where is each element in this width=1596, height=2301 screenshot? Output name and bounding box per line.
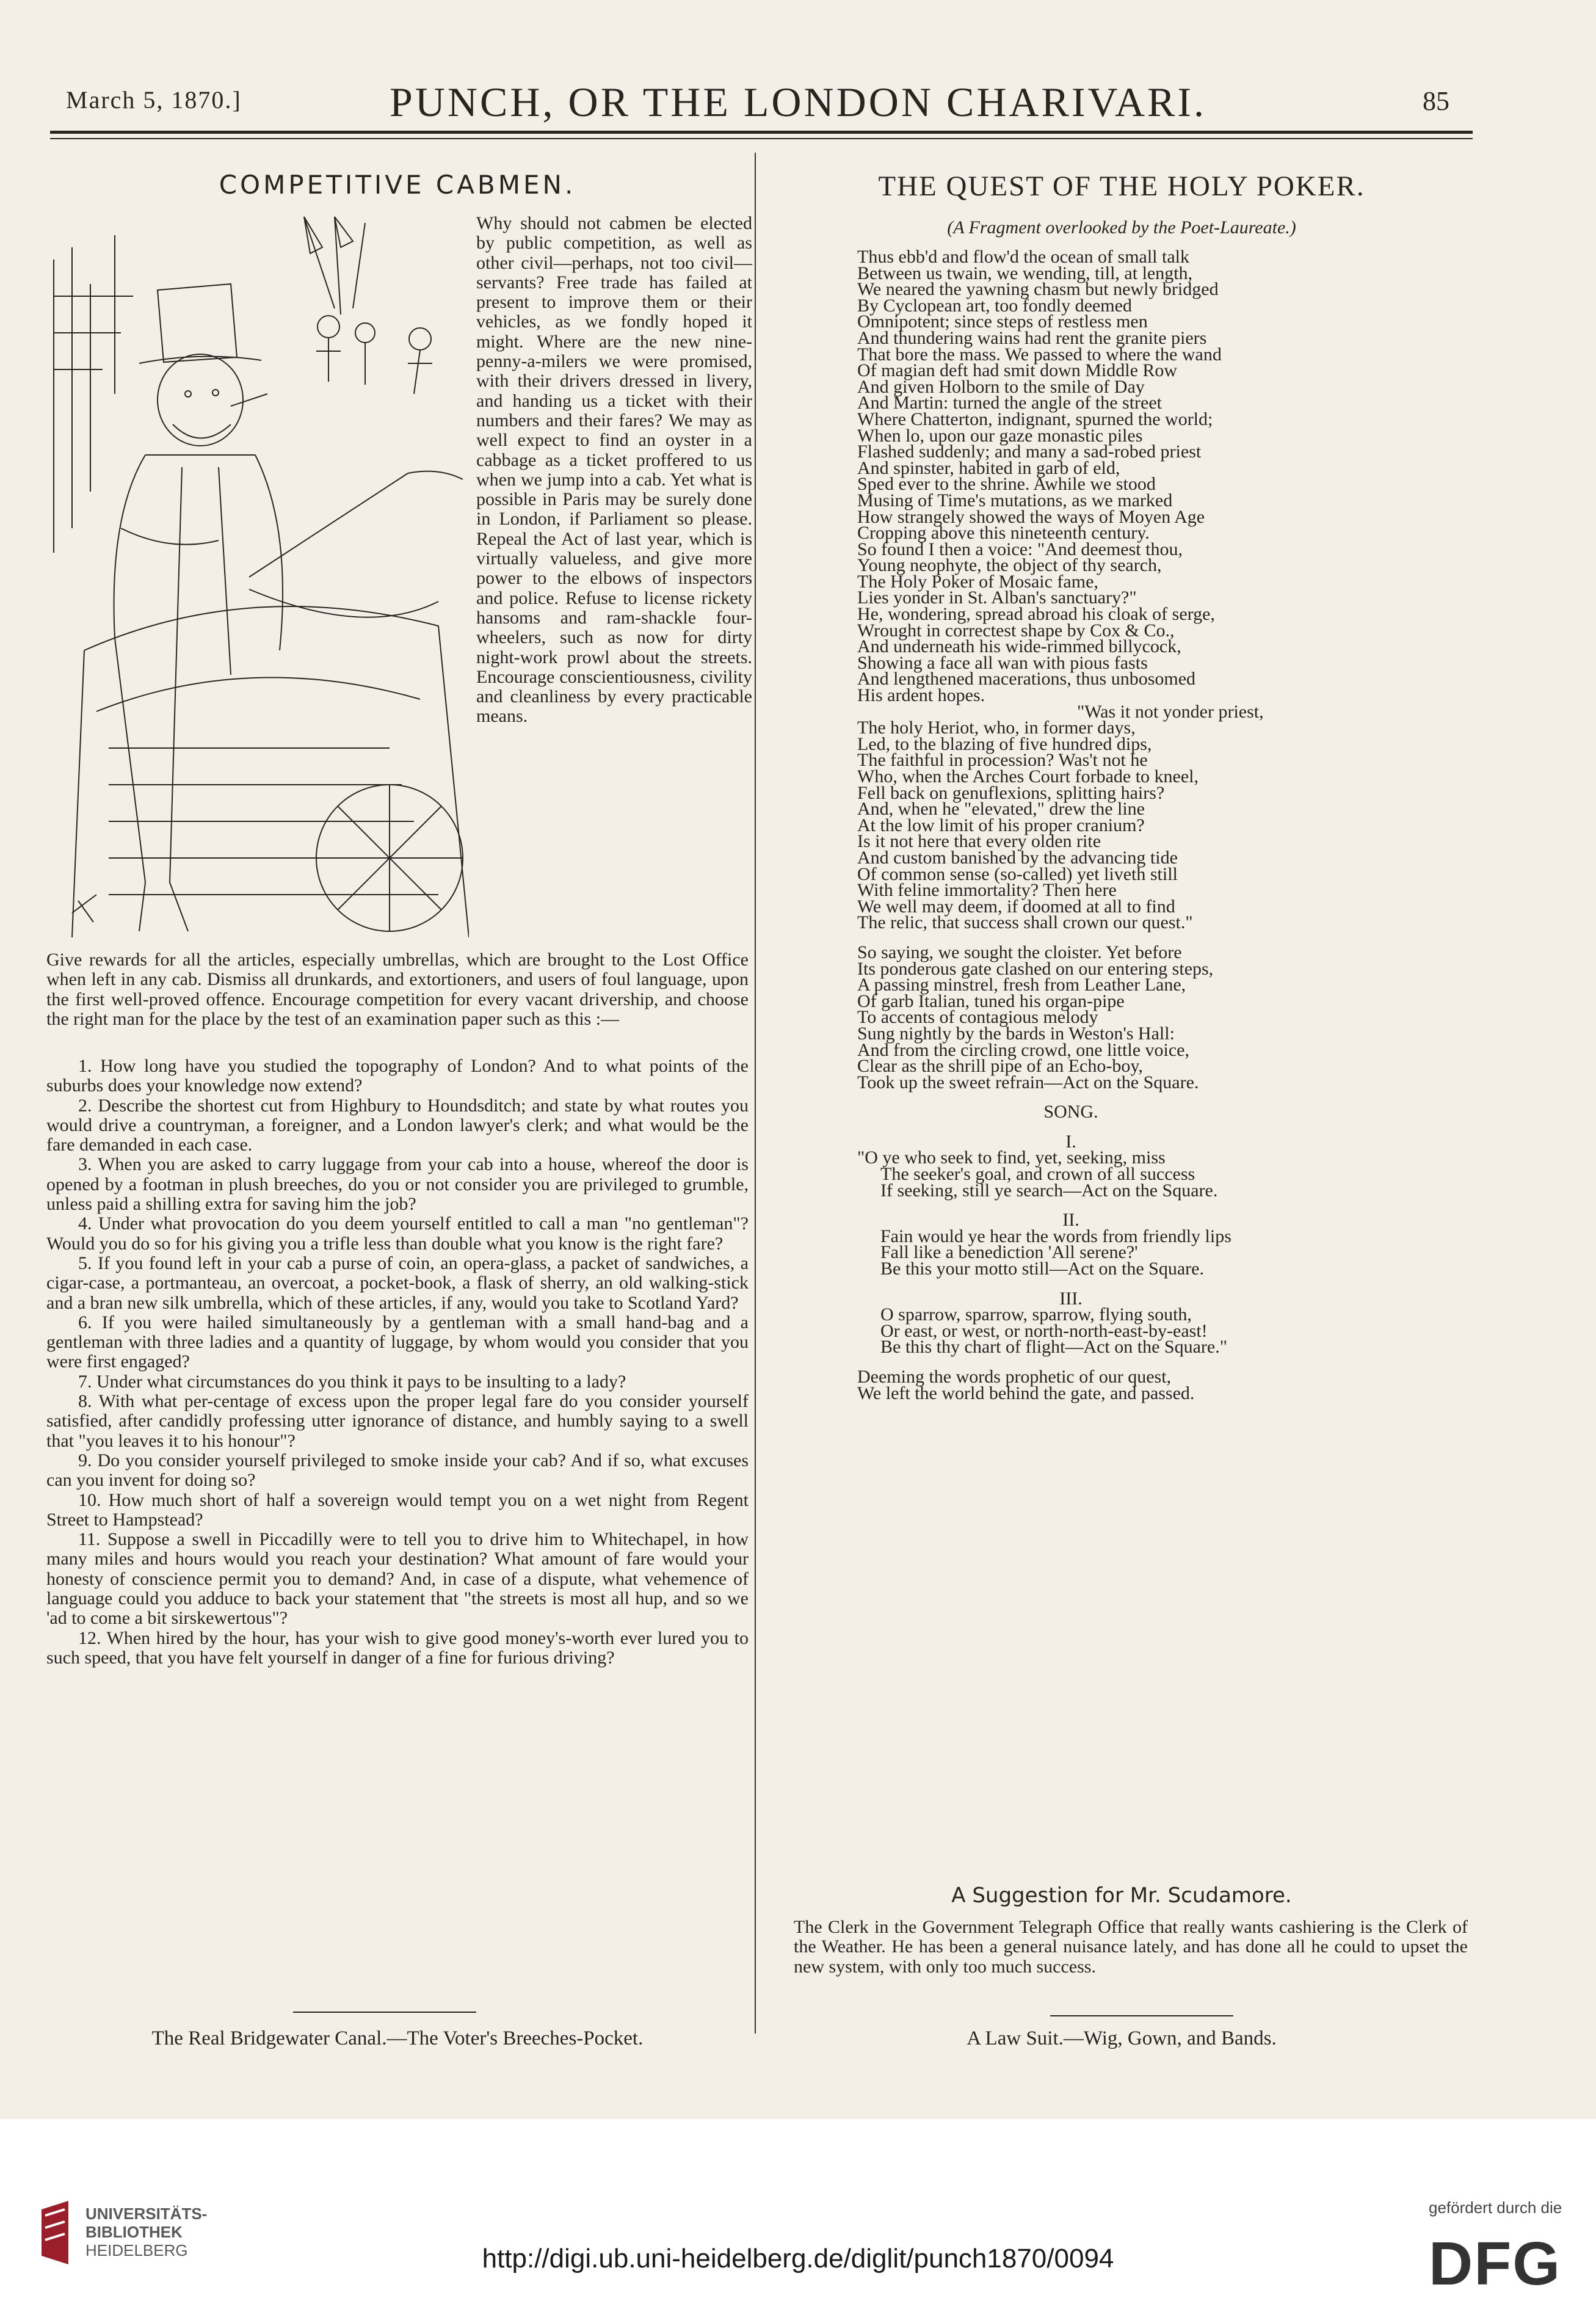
poem-stanza [857, 249, 1468, 704]
poem-line: Sped ever to the shrine. Awhile we stood [857, 474, 1156, 495]
poem-line: So saying, we sought the cloister. Yet before [857, 942, 1182, 962]
page-number: 85 [1423, 86, 1449, 116]
song-line: "O ye who seek to find, yet, seeking, miss [857, 1147, 1166, 1168]
poem-line: Wrought in correctest shape by Cox & Co., [857, 620, 1175, 641]
verse-number: III. [1059, 1288, 1083, 1309]
poem-line: We well may deem, if doomed at all to find [857, 896, 1175, 917]
poem-line: With feline immortality? Then here [857, 880, 1117, 901]
library-line: BIBLIOTHEK [85, 2223, 183, 2241]
suggestion-text: The Clerk in the Government Telegraph Office that really wants cashiering is the Clerk of the Weather. He has been a general nuisance lately, and has done all he could to upset the new system, with only too much success. [794, 1917, 1468, 1977]
poem-line: Musing of Time's mutations, as we marked [857, 490, 1173, 511]
poem-line: Where Chatterton, indignant, spurned the world; [857, 409, 1213, 429]
dfg-logo: DFG [1429, 2230, 1562, 2298]
poem-line: Who, when the Arches Court forbade to kneel, [857, 766, 1199, 787]
song-line: The seeker's goal, and crown of all success [880, 1164, 1195, 1185]
poem-stanza [857, 701, 1468, 933]
poem-line: Sung nightly by the bards in Weston's Hall: [857, 1023, 1175, 1044]
poem-line: So found I then a voice: "And deemest thou, [857, 539, 1183, 559]
library-line: UNIVERSITÄTS- [85, 2205, 208, 2223]
poem-line: Of common sense (so-called) yet liveth still [857, 863, 1178, 884]
poem-line: How strangely showed the ways of Moyen Age [857, 506, 1205, 527]
stanza-gap [857, 1199, 1468, 1212]
article-intro-continued: Give rewards for all the articles, especially umbrellas, which are brought to the Lost Office when left in any cab. Dismiss all drunkards, and extortioners, and users of foul language, upon the first well-proved offence. Encourage competition for every vacant drivership, and choose the right man for the place by the test of an examination paper such as this :— [46, 950, 749, 1029]
song-line: If seeking, still ye search—Act on the Square. [880, 1180, 1218, 1201]
poem-line: Omnipotent; since steps of restless men [857, 311, 1148, 332]
song-line: Or east, or west, or north-north-east-by-east! [880, 1320, 1208, 1341]
poem-line: And spinster, habited in garb of eld, [857, 457, 1120, 478]
question-item: 2. Describe the shortest cut from Highbury to Houndsditch; and state by what routes you would drive a countryman, a foreigner, and a London lawyer's clerk; and what would be the fare demanded in each case. [46, 1095, 749, 1155]
poem-line: Showing a face all wan with pious fasts [857, 652, 1148, 673]
poem-line: Is it not here that every olden rite [857, 831, 1101, 852]
question-item: 8. With what per-centage of excess upon the proper legal fare do you consider yourself satisfied, after candidly professing utter ignorance of distance, and humbly saying to a swell that "you leaves it to his honour"? [46, 1391, 749, 1451]
left-footer-joke: The Real Bridgewater Canal.—The Voter's Breeches-Pocket. [151, 2027, 644, 2049]
poem-line: Fell back on genuflexions, splitting hairs? [857, 782, 1165, 803]
poem-line: Clear as the shrill pipe of an Echo-boy, [857, 1056, 1143, 1077]
question-item: 5. If you found left in your cab a purse of coin, an opera-glass, a packet of sandwiches, a cigar-case, a portmanteau, an overcoat, a pocket-book, a flask of sherry, an old walking-stick and a bran new silk umbrella, which of these articles, if any, would you take to Scotland Yard? [46, 1252, 749, 1313]
article-title-cabmen: COMPETITIVE CABMEN. [219, 170, 576, 200]
poem-line: Cropping above this nineteenth century. [857, 523, 1150, 543]
question-item: 11. Suppose a swell in Piccadilly were to tell you to drive him to Whitechapel, in how many miles and hours would you reach your destination? What amount of fare would your honesty of conscience permit you to demand? And, in case of a dispute, what vehemence of language could you adduce to back your statement that "the streets is most all hup, and so we 'ad to come a bit sirskewertous"? [46, 1529, 749, 1629]
question-item: 6. If you were hailed simultaneously by a gentleman with a small hand-bag and a gentleman with three ladies and a quantity of luggage, by whom would you consider that you were first engaged? [46, 1312, 749, 1372]
poem-line: By Cyclopean art, too fondly deemed [857, 295, 1132, 316]
poem-line: The Holy Poker of Mosaic fame, [857, 571, 1098, 592]
poem-line: We left the world behind the gate, and passed. [857, 1383, 1195, 1403]
question-item: 4. Under what provocation do you deem yourself entitled to call a man "no gentleman"? Would you do so for his giving you a trifle less than double what you know is the right fare? [46, 1213, 749, 1254]
poem-line: Young neophyte, the object of thy search, [857, 555, 1162, 576]
question-item: 1. How long have you studied the topography of London? And to what points of the suburbs does your knowledge now extend? [46, 1056, 749, 1096]
song-line: O sparrow, sparrow, sparrow, flying south, [880, 1304, 1192, 1325]
poem-body [857, 249, 1468, 1401]
poem-line: Deeming the words prophetic of our quest, [857, 1367, 1172, 1387]
poem-line: He, wondering, spread abroad his cloak of serge, [857, 604, 1215, 625]
song-line: Fain would ye hear the words from friendly lips [880, 1226, 1231, 1246]
poem-line: Took up the sweet refrain—Act on the Square. [857, 1072, 1199, 1092]
poem-line: His ardent hopes. [857, 685, 985, 706]
right-footer-joke: A Law Suit.—Wig, Gown, and Bands. [967, 2027, 1277, 2049]
poem-line: The holy Heriot, who, in former days, [857, 718, 1136, 738]
song-line: Be this thy chart of flight—Act on the Square." [880, 1337, 1227, 1358]
poem-line: And from the circling crowd, one little voice, [857, 1039, 1189, 1060]
funder-label: gefördert durch die [1429, 2198, 1562, 2217]
stanza-gap [857, 1121, 1468, 1134]
poem-line: And thundering wains had rent the granite piers [857, 327, 1207, 348]
poem-line: Its ponderous gate clashed on our entering steps, [857, 958, 1214, 979]
poem-line: And lengthened macerations, thus unbosomed [857, 669, 1196, 689]
issue-date: March 5, 1870.] [66, 86, 242, 114]
poem-line: And custom banished by the advancing tide [857, 847, 1178, 868]
stanza-gap [857, 1091, 1468, 1104]
poem-line: Between us twain, we wending, till, at length, [857, 263, 1193, 283]
poem-line: "Was it not yonder priest, [1077, 701, 1264, 722]
poem-line: Flashed suddenly; and many a sad-robed priest [857, 442, 1202, 462]
examination-questions [46, 1056, 749, 1668]
right-footer-rule [1050, 2015, 1233, 2016]
poem-stanza [857, 942, 1468, 1092]
poem-line: And given Holborn to the smile of Day [857, 376, 1145, 397]
poem-line: At the low limit of his proper cranium? [857, 815, 1145, 835]
header-rule-thick [50, 131, 1473, 134]
article-intro: Why should not cabmen be elected by public competition, as well as other civil—perhaps, not too civil—servants? Free trade has failed at present to improve them or their vehicles, as we fondly hoped it might. Where are the new nine-penny-a-milers we were promised, with their drivers dressed in livery, and handing us a ticket with their numbers and their fares? We may as well expect to find an oyster in a cabbage as a ticket proffered to us when we jump into a cab. Yet what is possible in Paris may be surely done in London, if Parliament so please. Repeal the Act of last year, which is virtually valueless, and give more power to the elbows of inspectors and police. Refuse to license rickety hansoms and ram-shackle four-wheelers, such as now for dirty night-work prowl about the streets. Encourage conscientiousness, civility and cleanliness by every practicable means. [476, 213, 752, 727]
poem-line: Led, to the blazing of five hundred dips, [857, 733, 1152, 754]
poem-line: Of magian deft had smit down Middle Row [857, 360, 1178, 381]
library-line: HEIDELBERG [85, 2241, 188, 2259]
permalink[interactable]: http://digi.ub.uni-heidelberg.de/diglit/punch1870/0094 [482, 2244, 1114, 2274]
poem-title: THE QUEST OF THE HOLY POKER. [878, 170, 1365, 202]
poem-line: We neared the yawning chasm but newly bridged [857, 279, 1219, 300]
poem-line: And underneath his wide-rimmed billycock, [857, 636, 1181, 657]
poem-line: That bore the mass. We passed to where the wand [857, 344, 1222, 365]
suggestion-title: A Suggestion for Mr. Scudamore. [951, 1883, 1292, 1908]
masthead-title: PUNCH, OR THE LONDON CHARIVARI. [389, 79, 1206, 125]
poem-line: And, when he "elevated," drew the line [857, 799, 1145, 820]
poem-line: A passing minstrel, fresh from Leather Lane, [857, 975, 1186, 995]
header-rule-thin [50, 138, 1473, 139]
verse-number: I. [1065, 1131, 1076, 1152]
question-item: 9. Do you consider yourself privileged to smoke inside your cab? And if so, what excuses can you invent for doing so? [46, 1450, 749, 1491]
question-item: 12. When hired by the hour, has your wish to give good money's-worth ever lured you to such speed, that you have felt yourself in danger of a fine for furious driving? [46, 1627, 749, 1668]
poem-line: The faithful in procession? Was't not he [857, 750, 1148, 771]
question-item: 3. When you are asked to carry luggage from your cab into a house, whereof the door is opened by a footman in plush breeches, do you or not consider you are privileged to grumble, unless paid a shilling extra for saving him the job? [46, 1154, 749, 1215]
poem-line: Thus ebb'd and flow'd the ocean of small talk [857, 247, 1189, 267]
question-item: 10. How much short of half a sovereign would tempt you on a wet night from Regent Street to Hampstead? [46, 1489, 749, 1530]
poem-line: Lies yonder in St. Alban's sanctuary?" [857, 587, 1137, 608]
song-line: Be this your motto still—Act on the Square. [880, 1259, 1204, 1279]
verse-number: II. [1062, 1210, 1079, 1230]
cabman-illustration [48, 211, 469, 937]
poem-line: And Martin: turned the angle of the street [857, 393, 1163, 413]
column-divider [755, 153, 756, 2034]
left-footer-rule [293, 2012, 476, 2013]
poem-line: To accents of contagious melody [857, 1007, 1098, 1028]
song-title: SONG. [1043, 1102, 1098, 1122]
stanza-gap [857, 1278, 1468, 1291]
poem-line: When lo, upon our gaze monastic piles [857, 425, 1143, 446]
poem-line: Of garb Italian, tuned his organ-pipe [857, 991, 1125, 1011]
poem-subtitle: (A Fragment overlooked by the Poet-Laureate.) [947, 217, 1296, 238]
song-line: Fall like a benediction 'All serene?' [880, 1242, 1138, 1263]
question-item: 7. Under what circumstances do you think it pays to be insulting to a lady? [78, 1371, 626, 1392]
poem-line: The relic, that success shall crown our quest." [857, 912, 1193, 933]
